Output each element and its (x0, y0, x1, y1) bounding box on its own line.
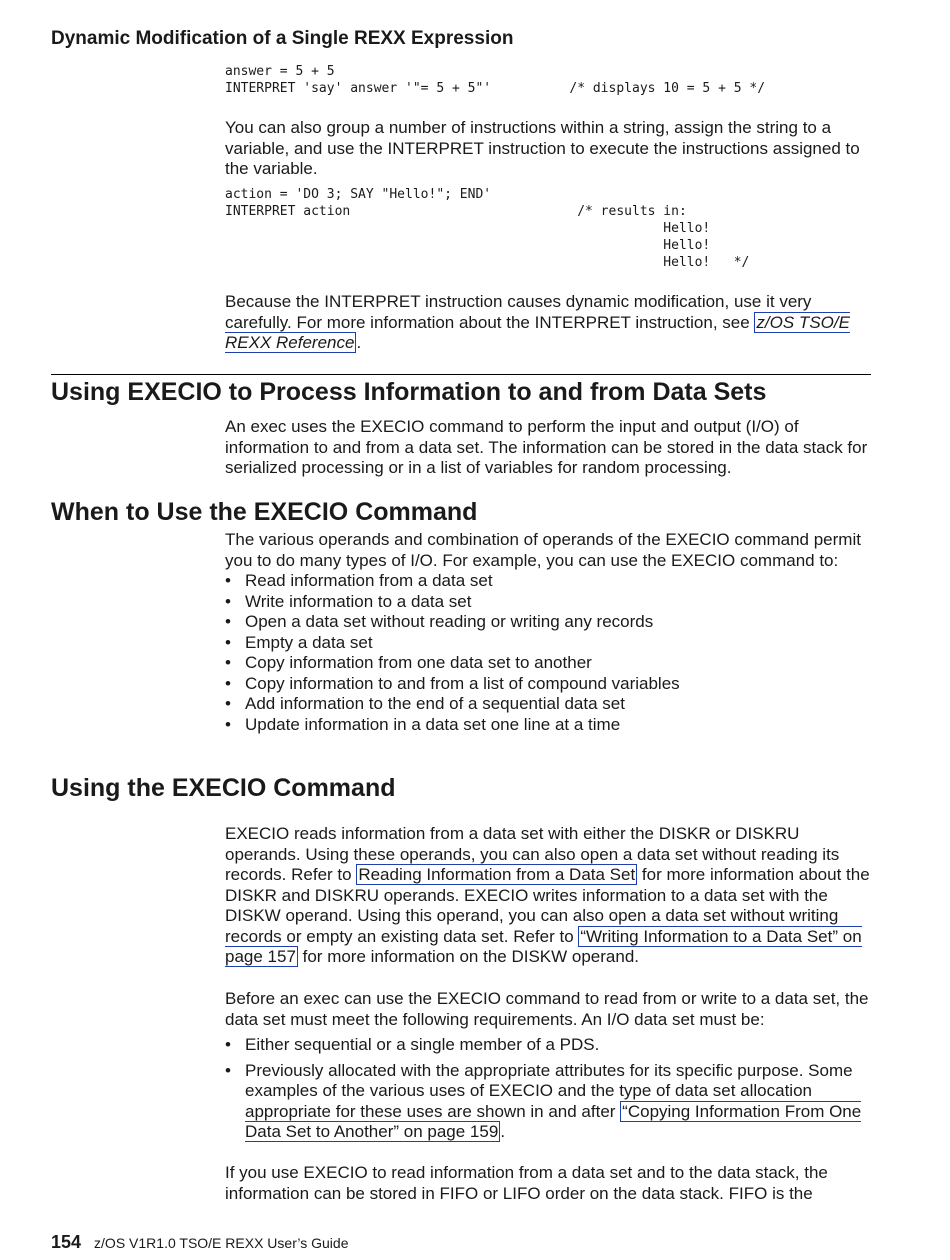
page-footer (51, 1232, 348, 1253)
list-item: • Update information in a data set one line at a time (225, 715, 870, 736)
paragraph-text: for more information on the DISKW operand. (297, 947, 640, 966)
section-subheading: Dynamic Modification of a Single REXX Expression (51, 28, 514, 49)
list-item: • Either sequential or a single member of a PDS. (225, 1035, 870, 1056)
copying-information-link[interactable]: “Copying Information From One Data Set to Another” on page 159 (245, 1101, 862, 1141)
paragraph-text: Because the INTERPRET instruction causes dynamic modification, use it very carefully. For more information about the INTERPRET instruction, see (225, 292, 812, 332)
book-title: z/OS V1R1.0 TSO/E REXX User’s Guide (94, 1235, 349, 1251)
paragraph-group-instructions (225, 118, 870, 180)
list-item: • Empty a data set (225, 633, 870, 654)
paragraph-interpret-caution (225, 292, 870, 354)
paragraph-text: If you use EXECIO to read information from a data set and to the data stack, the information can be stored in FIFO or LIFO order on the data stack. FIFO is the (225, 1163, 828, 1203)
reading-information-link[interactable]: Reading Information from a Data Set (358, 865, 636, 884)
list-item: • Copy information to and from a list of compound variables (225, 674, 870, 695)
section-divider (51, 374, 871, 375)
paragraph-text: Before an exec can use the EXECIO command to read from or write to a data set, the data set must meet the following requirements. An I/O data set must be: (225, 989, 869, 1029)
requirements-list (225, 1035, 870, 1143)
page-number: 154 (51, 1232, 82, 1252)
heading-using-execio-data-sets: Using EXECIO to Process Information to and from Data Sets (51, 378, 767, 406)
paragraph-text: The various operands and combination of operands of the EXECIO command permit you to do many types of I/O. For example, you can use the EXECIO command to: (225, 530, 861, 570)
heading-using-execio-command: Using the EXECIO Command (51, 774, 396, 802)
code-text: action = 'DO 3; SAY "Hello!"; END' INTERPRET action /* results in: Hello! Hello! Hello! */ (225, 187, 750, 270)
paragraph-text: for more information about the DISKR and DISKRU operands. EXECIO writes information to a data set with the DISKW operand. Using this operand, you can also open a data set without writing records or empty an existing data set. Refer to (225, 865, 870, 946)
rexx-reference-link[interactable]: z/OS TSO/E REXX Reference (225, 312, 850, 352)
list-item: • Open a data set without reading or writing any records (225, 612, 870, 633)
paragraph-text: . (356, 333, 362, 352)
code-block-interpret-say (225, 63, 870, 97)
list-item-text: Previously allocated with the appropriate attributes for its specific purpose. Some examples of the various uses of EXECIO and the type of data set allocation appropriate for these uses are shown in and after (245, 1060, 853, 1121)
list-item: • Write information to a data set (225, 592, 870, 613)
list-item-text: . (500, 1122, 506, 1141)
paragraph-execio-operands (225, 530, 870, 735)
paragraph-data-set-requirements (225, 989, 870, 1143)
paragraph-text: EXECIO reads information from a data set with either the DISKR or DISKRU operands. Using these operands, you can also open a data set without reading its records. Refer to (225, 824, 840, 884)
code-block-interpret-action (225, 186, 870, 271)
list-item (225, 1061, 870, 1143)
execio-uses-list (225, 571, 870, 735)
paragraph-text: An exec uses the EXECIO command to perform the input and output (I/O) of information to and from a data set. The information can be stored in the data stack for serialized processing or in a list of variables for random processing. (225, 417, 868, 477)
paragraph-text: You can also group a number of instructions within a string, assign the string to a variable, and use the INTERPRET instruction to execute the instructions assigned to the variable. (225, 118, 860, 178)
list-item: • Read information from a data set (225, 571, 870, 592)
code-text: answer = 5 + 5 INTERPRET 'say' answer '"= 5 + 5"' /* displays 10 = 5 + 5 */ (225, 64, 766, 96)
paragraph-fifo-lifo (225, 1163, 870, 1204)
writing-information-link[interactable]: “Writing Information to a Data Set” on page 157 (225, 926, 862, 966)
paragraph-execio-reads-writes (225, 824, 870, 968)
list-item: • Add information to the end of a sequential data set (225, 694, 870, 715)
paragraph-execio-intro (225, 417, 870, 479)
heading-when-to-use-execio: When to Use the EXECIO Command (51, 498, 478, 526)
list-item: • Copy information from one data set to another (225, 653, 870, 674)
